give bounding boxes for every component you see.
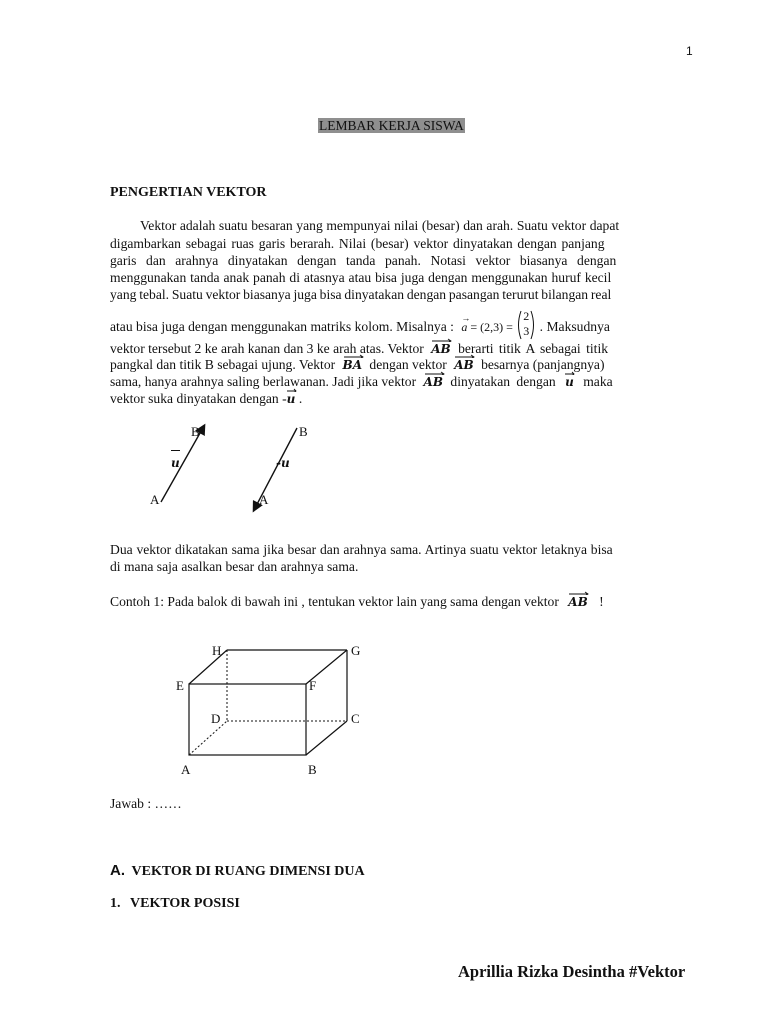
paragraph-text: berarti titik A sebagai titik [458,341,609,356]
matrix-top: 2 [523,309,530,323]
arrow-icon [568,591,590,595]
paragraph-line [110,341,695,357]
paragraph-line: di mana saja asalkan besar dan arahnya sama. [110,559,359,574]
point-label-h: H [212,643,222,658]
paragraph-text: . Maksudnya [539,319,610,334]
section-heading-1: 1. VEKTOR POSISI [110,896,240,911]
paragraph-text: atau bisa juga dengan menggunakan matriks kolom. Misalnya : [110,319,454,334]
paragraph-text: besarnya (panjangnya) [481,357,605,372]
paragraph-line: yang tebal. Suatu vektor biasanya juga bisa dinyatakan dengan pasangan terurut bilangan real [110,287,612,302]
point-label-c: C [351,711,360,726]
paragraph-text: sama, hanya arahnya saling berlawanan. Jadi jika vektor [110,374,417,389]
vector-label-u: u [171,456,180,470]
paragraph-line: Dua vektor dikatakan sama jika besar dan arahnya sama. Artinya suatu vektor letaknya bisa [110,542,613,557]
contoh-end: ! [599,594,604,609]
paragraph-text: vektor suka dinyatakan dengan - [110,391,287,406]
paragraph-line-with-matrix [110,309,695,340]
paragraph-line [110,357,695,373]
contoh-text: Contoh 1: Pada balok di bawah ini , tentukan vektor lain yang sama dengan vektor [110,594,559,609]
matrix-bottom: 3 [523,324,530,338]
paragraph-line: Vektor adalah suatu besaran yang mempunyai nilai (besar) dan arah. Suatu vektor dapat [140,218,620,233]
point-label-d: D [211,711,221,726]
section-heading-pengertian: PENGERTIAN VEKTOR [110,185,267,200]
vector-label-minus-u: -u [276,456,290,470]
cuboid-edge-bc [306,721,347,755]
paragraph-line: garis dan arahnya dinyatakan dengan tanda panah. Notasi vektor biasanya dengan [110,253,617,268]
math-vector-a: → a [461,313,471,334]
point-label-b: B [308,762,317,777]
arrow-icon [454,354,476,358]
arrow-icon: → [461,313,471,323]
paragraph-text: dinyatakan dengan [450,374,556,389]
arrow-icon [424,371,446,375]
vector-ab: AB [424,375,443,389]
vector-ab: AB [568,595,587,609]
point-label-e: E [176,678,184,693]
vector-arrow-diagram [140,418,340,518]
cuboid-front-face [189,684,306,755]
paragraph-line: digambarkan sebagai ruas garis berarah. Nilai (besar) vektor dinyatakan dengan panjang [110,236,605,251]
point-label-b: B [299,424,308,439]
vector-ba: BA [343,358,362,372]
arrow-icon [565,371,575,375]
paragraph-line [110,374,695,390]
jawab-line: Jawab : …… [110,796,182,811]
arrow-icon [287,388,297,392]
footer-author: Aprillia Rizka Desintha #Vektor [458,962,686,981]
cuboid-diagram [170,640,370,770]
point-label-b: B [191,424,200,439]
paragraph-line [110,391,695,407]
overline-icon [171,450,180,451]
point-label-f: F [309,678,317,693]
paragraph-text: . [298,391,303,406]
document-title: LEMBAR KERJA SISWA [319,118,464,133]
page-number: 1 [686,44,693,58]
arrow-icon [431,338,453,342]
vector-ab: AB [431,342,450,356]
column-matrix [516,309,536,340]
vector-u: u [565,375,574,389]
point-label-a: A [150,492,160,507]
contoh-line [110,594,695,610]
paragraph-text: vektor tersebut 2 ke arah kanan dan 3 ke arah atas. Vektor [110,341,424,356]
point-label-a: A [259,492,269,507]
vector-ab: AB [454,358,473,372]
section-heading-a: A. VEKTOR DI RUANG DIMENSI DUA [110,862,365,879]
paragraph-text: dengan vektor [369,357,447,372]
point-label-g: G [351,643,361,658]
point-label-a: A [181,762,191,777]
paragraph-line: menggunakan tanda anak panah di atasnya atau bisa juga dengan menggunakan huruf kecil [110,270,612,285]
cuboid-edge-ad [189,721,227,755]
vector-u: u [287,392,296,406]
paragraph-text: maka [583,374,613,389]
arrow-icon [343,354,365,358]
paragraph-text: pangkal dan titik B sebagai ujung. Vektor [110,357,336,372]
math-pair: = (2,3) = [470,320,513,334]
